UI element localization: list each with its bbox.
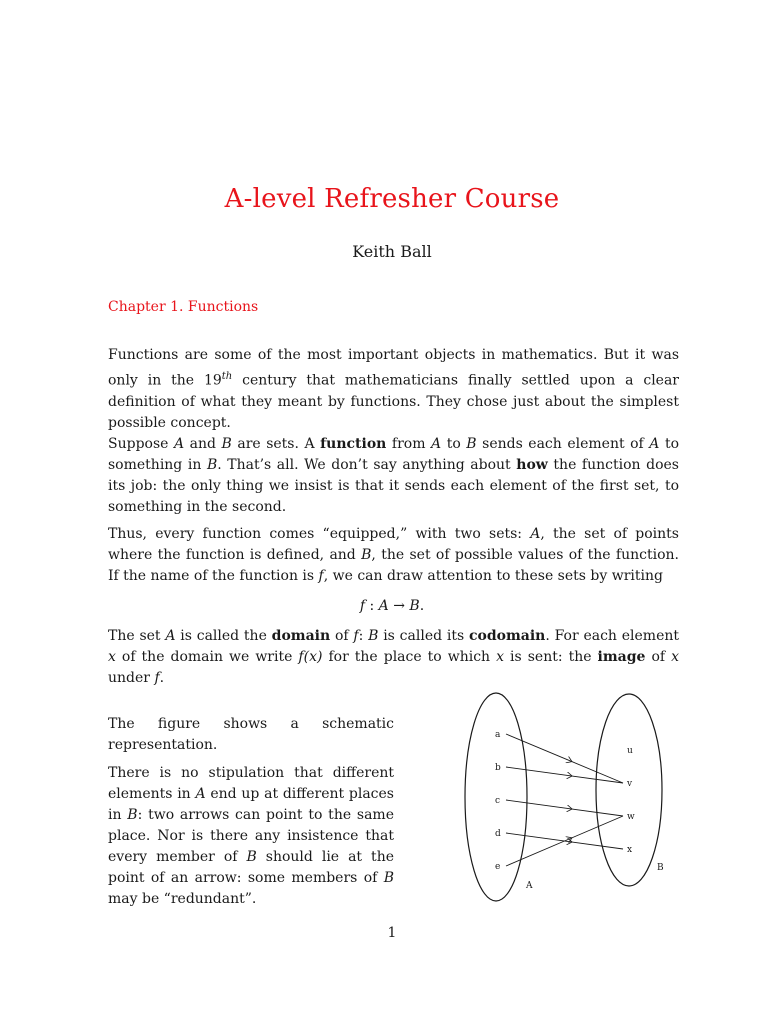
arrow-e-to-w bbox=[506, 839, 570, 867]
domain-point-e: e bbox=[495, 862, 501, 872]
paper-title: A-level Refresher Course bbox=[224, 184, 560, 214]
paragraph-intro: Functions are some of the most important objects in mathematics. But it was only in the 19th century that mathematicians finally settled upon a clear definition of what they meant by functions. They chose just about the simplest possible concept. bbox=[108, 347, 679, 431]
arrow-tail-e-to-w bbox=[570, 816, 623, 839]
function-mapping-diagram bbox=[450, 690, 680, 910]
paragraph-stipulation: There is no stipulation that different elements in A end up at different places in B: two arrows can point to the same place. Nor is there any insistence that every member of B should lie at the point of an arrow: some members of B may be “redundant”. bbox=[108, 765, 394, 907]
domain-point-c: c bbox=[495, 796, 501, 806]
domain-point-a: a bbox=[495, 730, 501, 740]
term-domain: domain bbox=[271, 628, 331, 644]
codomain-point-u: u bbox=[627, 746, 633, 756]
arrow-d-to-x bbox=[506, 833, 570, 842]
set-b-ellipse bbox=[596, 694, 662, 886]
paragraph-figure-intro: The figure shows a schematic representation. bbox=[108, 716, 394, 753]
arrow-tail-d-to-x bbox=[570, 842, 623, 849]
term-how: how bbox=[516, 457, 548, 473]
term-codomain: codomain bbox=[468, 628, 546, 644]
domain-point-b: b bbox=[495, 763, 501, 773]
arrow-a-to-v bbox=[506, 734, 570, 761]
set-b-label: B bbox=[657, 863, 664, 873]
term-function: function bbox=[320, 436, 387, 452]
page-number: 1 bbox=[387, 925, 397, 941]
set-a-label: A bbox=[526, 881, 533, 891]
paragraph-sets: Thus, every function comes “equipped,” with two sets: A, the set of points where the function is defined, and B, the set of possible values of the function. If the name of the function is f, we can draw attention to these sets by writing bbox=[108, 526, 679, 584]
author-name: Keith Ball bbox=[352, 242, 432, 261]
paragraph-definition: Suppose A and B are sets. A function from A to B sends each element of A to something in B. That’s all. We don’t say anything about how the function does its job: the only thing we insist is that it sends each element of the first set, to something in the second. bbox=[108, 436, 680, 515]
paragraph-domain: The set A is called the domain of f: B is called its codomain. For each element x of the domain we write f(x) for the place to which x is sent: the image of x under f. bbox=[108, 628, 679, 686]
codomain-point-x: x bbox=[627, 845, 633, 855]
arrow-b-to-v bbox=[506, 767, 570, 776]
term-image: image bbox=[597, 649, 646, 665]
domain-point-d: d bbox=[495, 829, 501, 839]
display-equation: f : A → B. bbox=[359, 598, 425, 614]
codomain-point-w: w bbox=[627, 812, 635, 822]
codomain-point-v: v bbox=[627, 779, 633, 789]
arrow-c-to-w bbox=[506, 800, 570, 809]
chapter-heading: Chapter 1. Functions bbox=[108, 299, 259, 315]
